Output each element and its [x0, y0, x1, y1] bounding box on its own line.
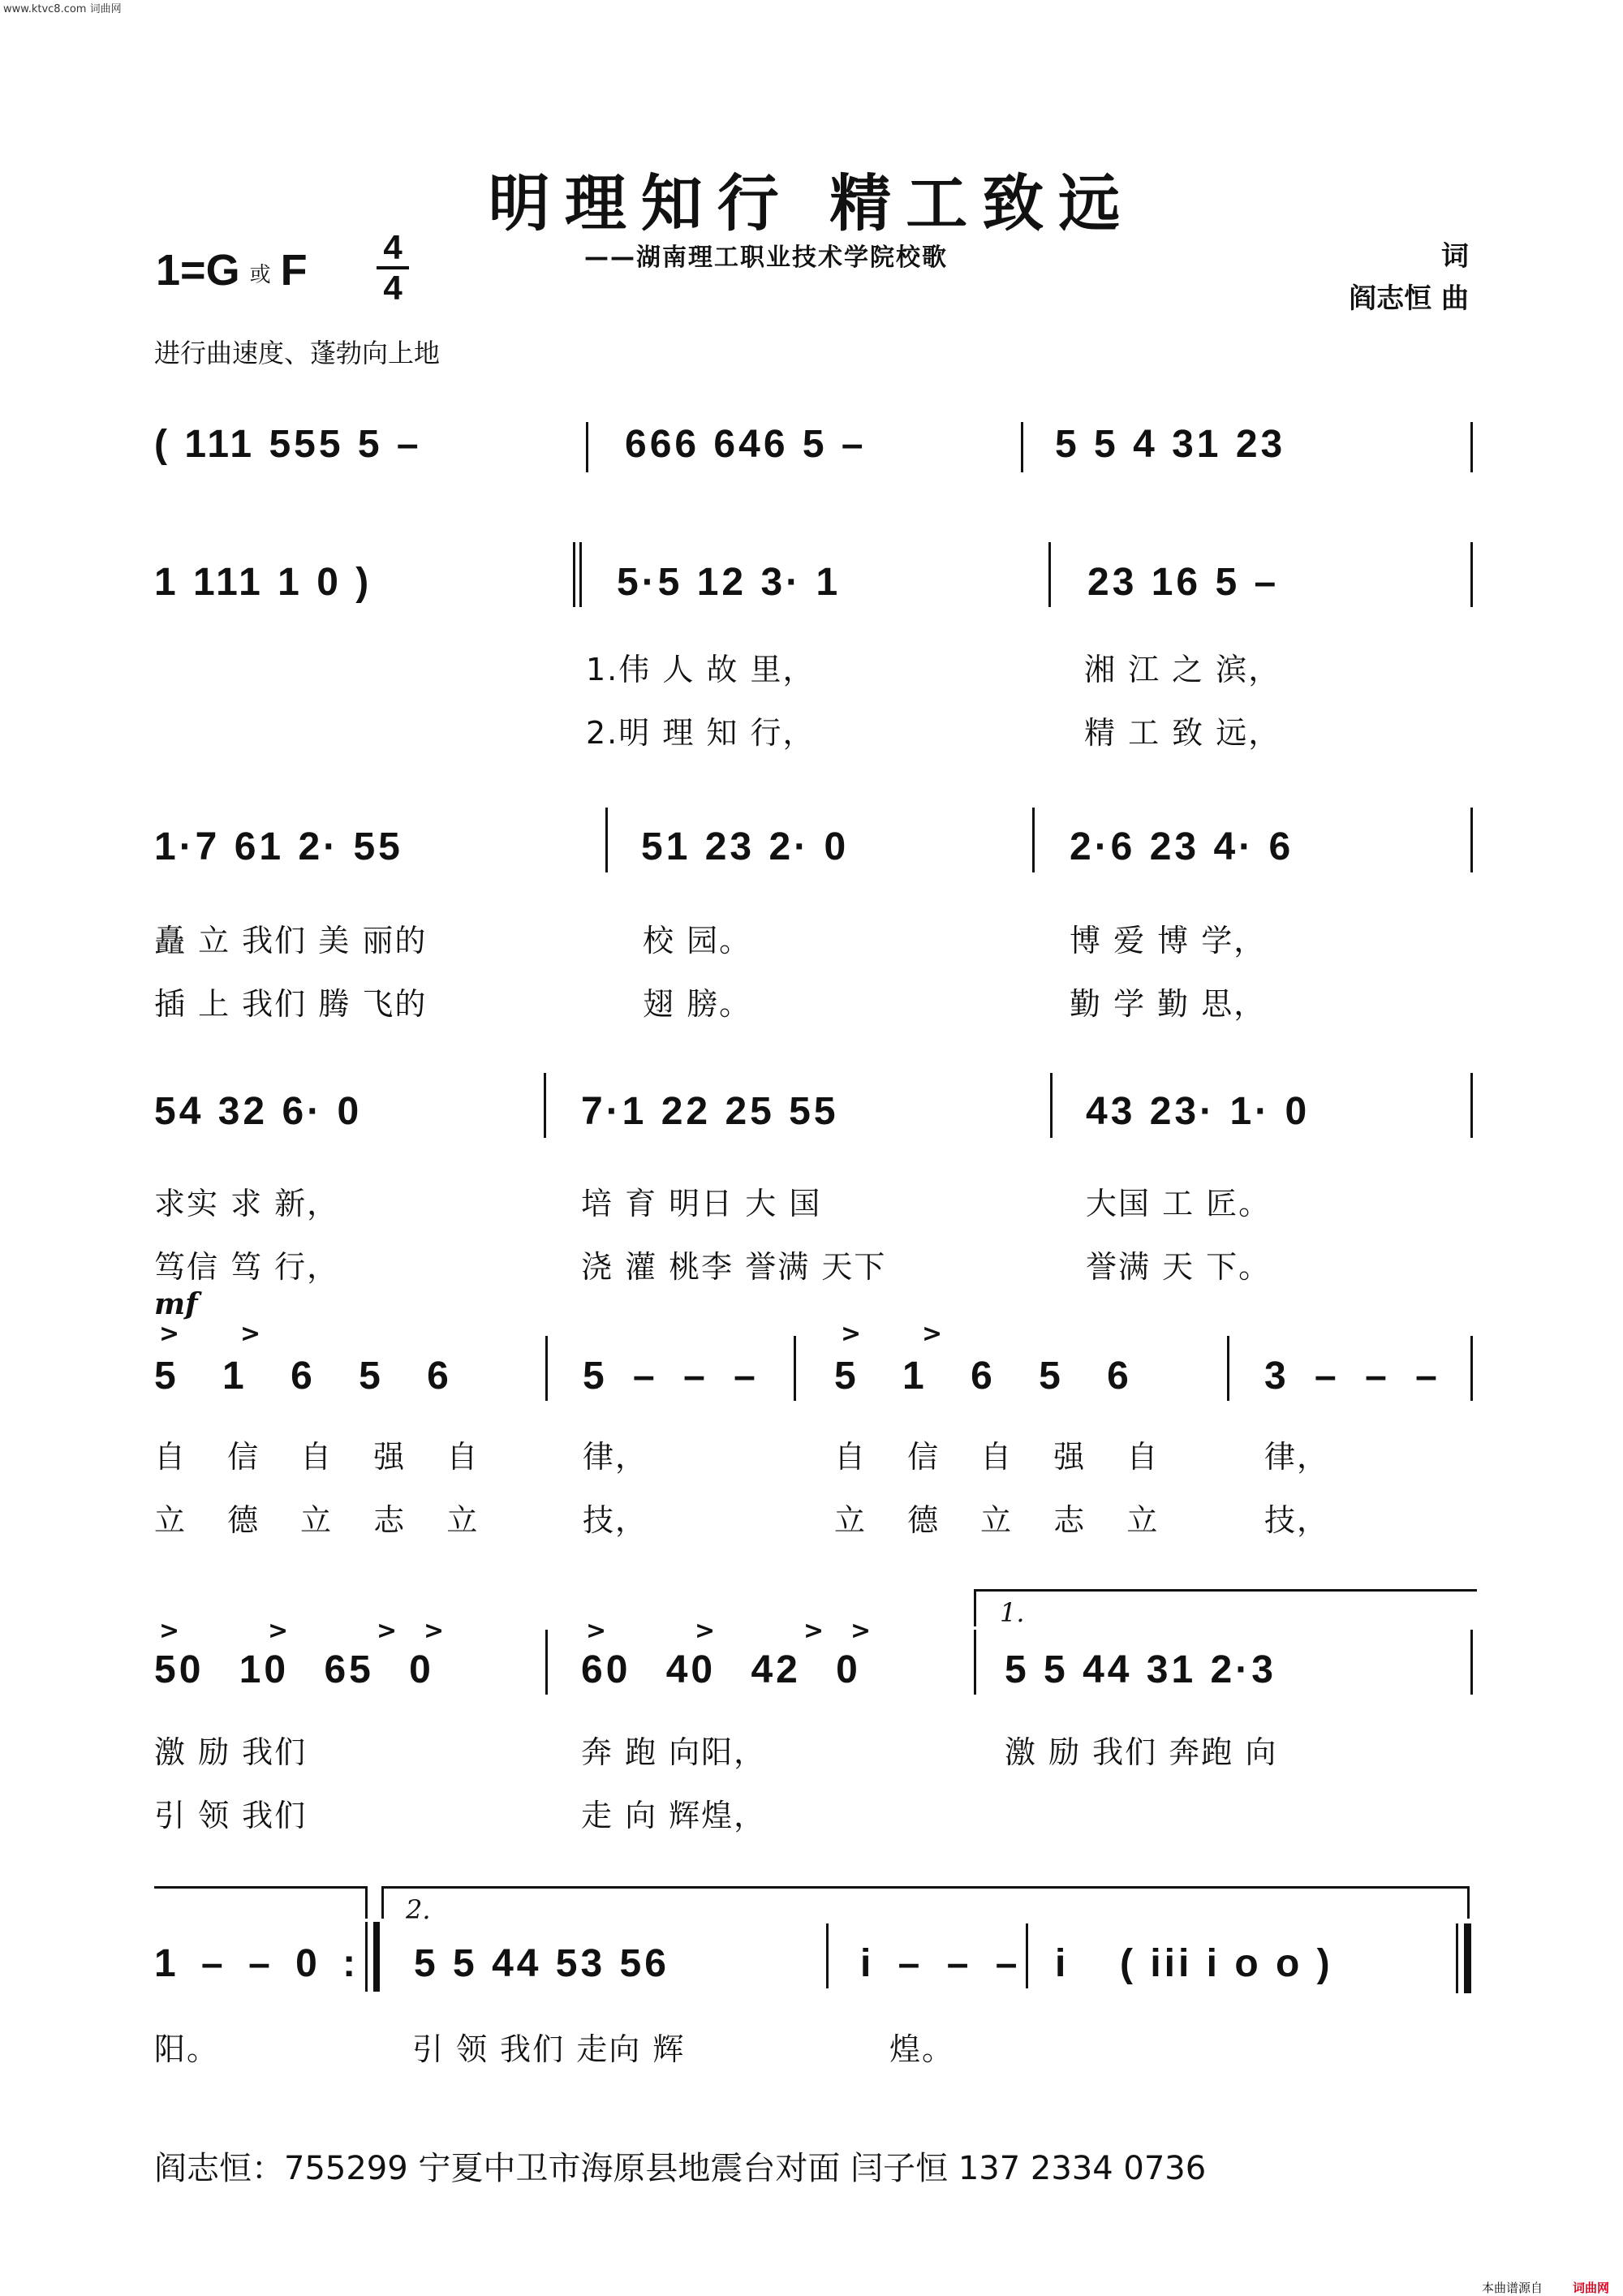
- volta-1-bracket: [974, 1589, 976, 1626]
- barline: [544, 1073, 546, 1138]
- volta-1-bracket-continued: [365, 1886, 368, 1919]
- key-signature: [156, 245, 308, 295]
- lyrics-l4-v2-m3: 誉满 天 下。: [1086, 1249, 1272, 1285]
- song-subtitle: ——湖南理工职业技术学院校歌: [584, 243, 948, 272]
- lyrics-l5-v1-m1: 自 信 自 强 自: [154, 1439, 480, 1475]
- barline: [1032, 808, 1035, 872]
- volta-2-number: 2.: [406, 1894, 431, 1925]
- accent-mark: >: [159, 1617, 180, 1645]
- volta-2-bracket: [381, 1886, 1469, 1889]
- footer-site-logo: 词曲网: [1573, 2281, 1610, 2295]
- barline: [1021, 422, 1023, 472]
- notes-l1-m3: 5 5 4 31 23: [1055, 423, 1286, 466]
- accent-mark: >: [159, 1320, 180, 1348]
- song-title: 明理知行 精工致远: [488, 167, 1135, 239]
- lyrics-l5-v2-m1: 立 德 立 志 立: [154, 1502, 480, 1538]
- barline: [1470, 1630, 1473, 1695]
- key-main: 1=G: [156, 246, 240, 295]
- barline: [545, 1336, 548, 1401]
- lyrics-l5-v1-m4: 律，: [1264, 1439, 1330, 1475]
- lyrics-l6-v2-m1: 引 领 我们: [154, 1798, 308, 1833]
- barline: [1048, 542, 1051, 607]
- accent-mark: >: [586, 1617, 607, 1645]
- key-alt: F: [280, 246, 308, 295]
- lyrics-l4-v2-m1: 笃信 笃 行，: [154, 1249, 340, 1285]
- lyrics-l5-v1-m2: 律，: [583, 1439, 648, 1475]
- lyrics-l5-v1-m3: 自 信 自 强 自: [834, 1439, 1160, 1475]
- accent-mark: >: [240, 1320, 261, 1348]
- lyrics-l4-v2-m2: 浇 灌 桃李 誉满 天下: [581, 1249, 887, 1285]
- notes-l5-m1: 5 1 6 5 6: [154, 1355, 452, 1398]
- notes-l4-m3: 43 23· 1· 0: [1086, 1090, 1311, 1133]
- barline: [794, 1336, 796, 1401]
- accent-mark: >: [695, 1617, 716, 1645]
- time-signature-top: 4: [383, 228, 403, 266]
- notes-l3-m1: 1·7 61 2· 55: [154, 825, 403, 868]
- contact-info: 阎志恒：755299 宁夏中卫市海原县地震台对面 闫子恒 137 2334 0736: [154, 2150, 1207, 2187]
- repeat-barline-thick: [373, 1922, 380, 1992]
- lyrics-l7-v1-m3: 煌。: [889, 2031, 955, 2067]
- accent-mark: >: [424, 1617, 445, 1645]
- barline: [1470, 422, 1473, 472]
- footer-source-label: 本曲谱源自: [1482, 2281, 1543, 2295]
- lyrics-l3-v2-m1: 插 上 我们 腾 飞的: [154, 986, 428, 1022]
- dynamic-mf: mf: [154, 1287, 198, 1321]
- repeat-barline-thin: [365, 1922, 368, 1992]
- notes-l7-m4: i: [1055, 1942, 1070, 1985]
- time-signature: [375, 229, 411, 307]
- lyrics-l3-v1-m1: 矗 立 我们 美 丽的: [154, 923, 428, 958]
- lyrics-l5-v2-m4: 技，: [1264, 1502, 1330, 1538]
- lyrics-l3-v1-m2: 校 园。: [643, 923, 752, 958]
- notes-l7-coda: ( iii i o o ): [1120, 1942, 1333, 1985]
- notes-l3-m2: 51 23 2· 0: [641, 825, 850, 868]
- accent-mark: >: [922, 1320, 943, 1348]
- barline: [1470, 1073, 1473, 1138]
- notes-l3-m3: 2·6 23 4· 6: [1070, 825, 1294, 868]
- barline: [586, 422, 588, 472]
- notes-l2-m3: 23 16 5 –: [1087, 561, 1280, 604]
- notes-l1-m2: 666 646 5 –: [625, 423, 867, 466]
- lyrics-l7-v1-m1: 阳。: [154, 2031, 220, 2067]
- notes-l7-m2: 5 5 44 53 56: [414, 1942, 669, 1985]
- volta-1-number: 1.: [1000, 1597, 1025, 1628]
- notes-l5-m3: 5 1 6 5 6: [834, 1355, 1132, 1398]
- notes-l6-m1: 50 10 65 0: [154, 1648, 434, 1691]
- barline: [974, 1630, 976, 1695]
- accent-mark: >: [841, 1320, 862, 1348]
- lyrics-l6-v1-m2: 奔 跑 向阳，: [581, 1734, 767, 1770]
- notes-l5-m4: 3 – – –: [1264, 1355, 1440, 1398]
- lyrics-l6-v1-m1: 激 励 我们: [154, 1734, 308, 1770]
- lyrics-l6-v1-m3: 激 励 我们 奔跑 向: [1005, 1734, 1278, 1770]
- notes-l4-m2: 7·1 22 25 55: [581, 1090, 839, 1133]
- lyrics-l3-v1-m3: 博 爱 博 学，: [1070, 923, 1267, 958]
- barline: [579, 542, 582, 607]
- lyrics-l2-v1-m3: 湘 江 之 滨，: [1084, 652, 1281, 687]
- lyrics-l6-v2-m2: 走 向 辉煌，: [581, 1798, 767, 1833]
- notes-l6-m2: 60 40 42 0: [581, 1648, 861, 1691]
- notes-l4-m1: 54 32 6· 0: [154, 1090, 363, 1133]
- barline: [1470, 542, 1473, 607]
- time-signature-bottom: 4: [383, 269, 403, 307]
- site-watermark: www.ktvc8.com 词曲网: [3, 3, 122, 15]
- accent-mark: >: [377, 1617, 398, 1645]
- lyrics-l2-v1-m2: 1.伟 人 故 里，: [586, 652, 816, 687]
- barline: [1227, 1336, 1229, 1401]
- lyrics-l2-v2-m2: 2.明 理 知 行，: [586, 715, 816, 751]
- notes-l1-m1: ( 111 555 5 –: [154, 423, 422, 466]
- notes-l5-m2: 5 – – –: [583, 1355, 759, 1398]
- notes-l7-m3: i – – –: [860, 1942, 1021, 1985]
- final-barline-thin: [1456, 1923, 1458, 1993]
- notes-l2-m1: 1 111 1 0 ): [154, 561, 372, 604]
- tempo-marking: 进行曲速度、蓬勃向上地: [154, 338, 441, 368]
- lyrics-l2-v2-m3: 精 工 致 远，: [1084, 715, 1281, 751]
- barline: [1470, 1336, 1473, 1401]
- lyrics-l3-v2-m3: 勤 学 勤 思，: [1070, 986, 1267, 1022]
- volta-2-bracket: [381, 1886, 384, 1919]
- barline: [1470, 808, 1473, 872]
- lyrics-l4-v1-m1: 求实 求 新，: [154, 1186, 340, 1221]
- lyricist-credit: 词: [1441, 240, 1469, 273]
- lyrics-l4-v1-m2: 培 育 明日 大 国: [581, 1186, 822, 1221]
- barline: [1050, 1073, 1053, 1138]
- barline: [573, 542, 575, 607]
- volta-2-bracket: [1467, 1886, 1470, 1919]
- accent-mark: >: [268, 1617, 289, 1645]
- final-barline-thick: [1464, 1923, 1471, 1993]
- accent-mark: >: [803, 1617, 824, 1645]
- barline: [605, 808, 608, 872]
- barline: [1026, 1923, 1028, 1988]
- key-or: 或: [249, 262, 271, 287]
- accent-mark: >: [850, 1617, 872, 1645]
- notes-l2-m2: 5·5 12 3· 1: [617, 561, 842, 604]
- barline: [826, 1923, 829, 1988]
- composer-credit: 阎志恒 曲: [1349, 282, 1469, 315]
- lyrics-l4-v1-m3: 大国 工 匠。: [1086, 1186, 1272, 1221]
- lyrics-l7-v1-m2: 引 领 我们 走向 辉: [412, 2031, 686, 2067]
- notes-l6-m3: 5 5 44 31 2·3: [1005, 1648, 1276, 1691]
- notes-l7-m1: 1 – – 0 :: [154, 1942, 359, 1985]
- lyrics-l3-v2-m2: 翅 膀。: [643, 986, 752, 1022]
- volta-1-bracket: [974, 1589, 1477, 1592]
- barline: [545, 1630, 548, 1695]
- lyrics-l5-v2-m2: 技，: [583, 1502, 648, 1538]
- lyrics-l5-v2-m3: 立 德 立 志 立: [834, 1502, 1160, 1538]
- volta-1-bracket-continued: [154, 1886, 367, 1889]
